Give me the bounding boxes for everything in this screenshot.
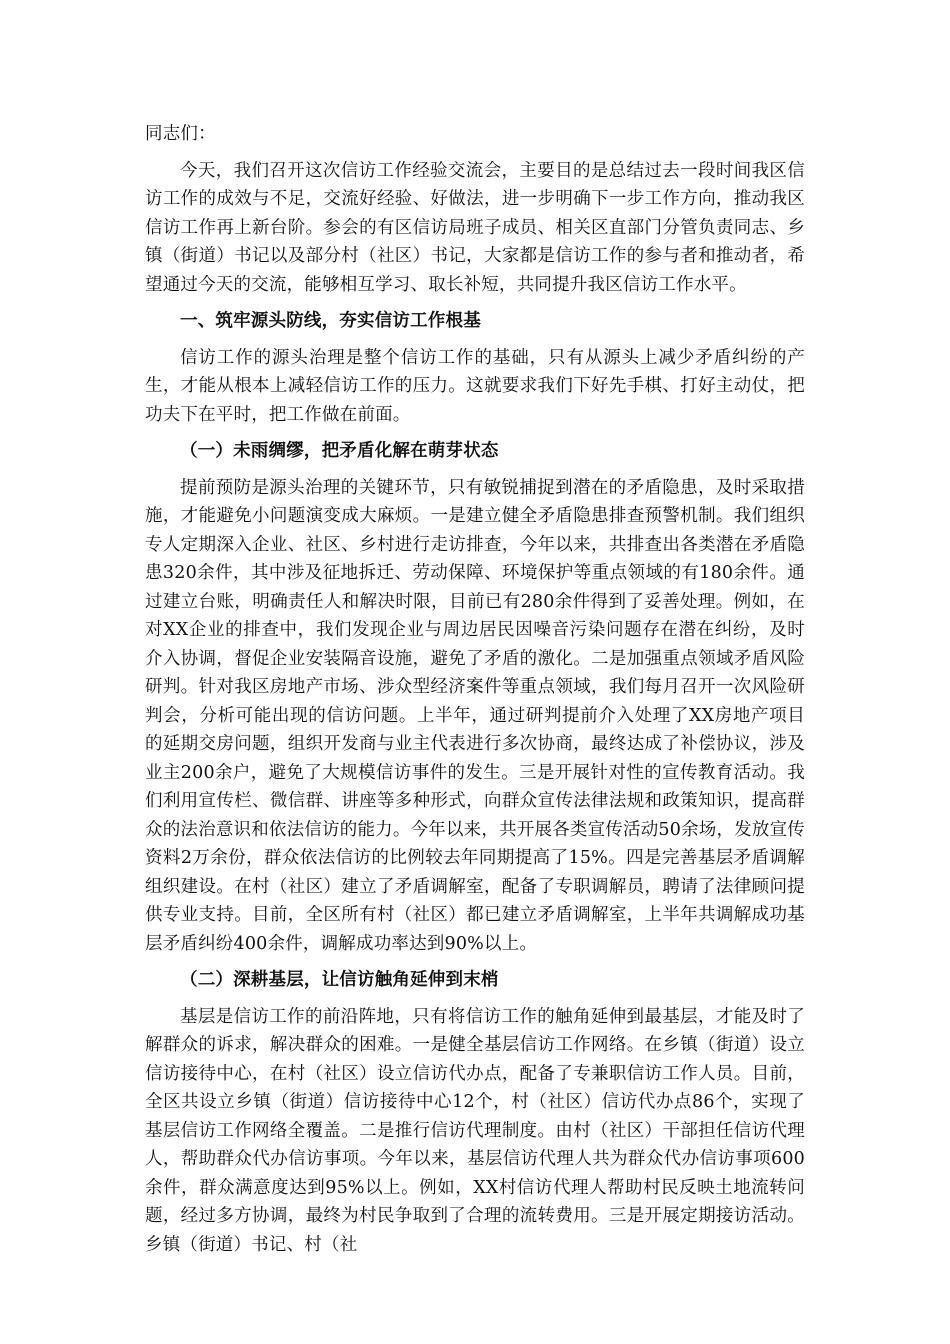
document-page <box>145 120 805 1267</box>
section-1-paragraph: 信访工作的源头治理是整个信访工作的基础，只有从源头上减少矛盾纠纷的产生，才能从根本上减轻信访工作的压力。这就要求我们下好先手棋、打好主动仗，把功夫下在平时，把工作做在前面。 <box>145 347 805 425</box>
subsection-heading-2: （二）深耕基层，让信访触角延伸到末梢 <box>180 970 499 990</box>
section-heading-1: 一、筑牢源头防线，夯实信访工作根基 <box>180 311 481 331</box>
intro-paragraph: 今天，我们召开这次信访工作经验交流会，主要目的是总结过去一段时间我区信访工作的成效与不足，交流好经验、好做法，进一步明确下一步工作方向，推动我区信访工作再上新台阶。参会的有区信访局班子成员、相关区直部门分管负责同志、乡镇（街道）书记以及部分村（社区）书记，大家都是信访工作的参与者和推动者，希望通过今天的交流，能够相互学习、取长补短，共同提升我区信访工作水平。 <box>145 160 805 295</box>
subsection-heading-1: （一）未雨绸缪，把矛盾化解在萌芽状态 <box>180 441 499 461</box>
salutation: 同志们： <box>145 124 216 144</box>
subsection-2-paragraph: 基层是信访工作的前沿阵地，只有将信访工作的触角延伸到最基层，才能及时了解群众的诉求，解决群众的困难。一是健全基层信访工作网络。在乡镇（街道）设立信访接待中心，在村（社区）设立信访代办点，配备了专兼职信访工作人员。目前，全区共设立乡镇（街道）信访接待中心12个，村（社区）信访代办点86个，实现了基层信访工作网络全覆盖。二是推行信访代理制度。由村（社区）干部担任信访代理人，帮助群众代办信访事项。今年以来，基层信访代理人共为群众代办信访事项600余件，群众满意度达到95%以上。例如，XX村信访代理人帮助村民反映土地流转问题，经过多方协调，最终为村民争取到了合理的流转费用。三是开展定期接访活动。乡镇（街道）书记、村（社 <box>145 1006 805 1255</box>
subsection-1-paragraph: 提前预防是源头治理的关键环节，只有敏锐捕捉到潜在的矛盾隐患，及时采取措施，才能避免小问题演变成大麻烦。一是建立健全矛盾隐患排查预警机制。我们组织专人定期深入企业、社区、乡村进行走访排查，今年以来，共排查出各类潜在矛盾隐患320余件，其中涉及征地拆迁、劳动保障、环境保护等重点领域的有180余件。通过建立台账，明确责任人和解决时限，目前已有280余件得到了妥善处理。例如，在对XX企业的排查中，我们发现企业与周边居民因噪音污染问题存在潜在纠纷，及时介入协调，督促企业安装隔音设施，避免了矛盾的激化。二是加强重点领域矛盾风险研判。针对我区房地产市场、涉众型经济案件等重点领域，我们每月召开一次风险研判会，分析可能出现的信访问题。上半年，通过研判提前介入处理了XX房地产项目的延期交房问题，组织开发商与业主代表进行多次协商，最终达成了补偿协议，涉及业主200余户，避免了大规模信访事件的发生。三是开展针对性的宣传教育活动。我们利用宣传栏、微信群、讲座等多种形式，向群众宣传法律法规和政策知识，提高群众的法治意识和依法信访的能力。今年以来，共开展各类宣传活动50余场，发放宣传资料2万余份，群众依法信访的比例较去年同期提高了15%。四是完善基层矛盾调解组织建设。在村（社区）建立了矛盾调解室，配备了专职调解员，聘请了法律顾问提供专业支持。目前，全区所有村（社区）都已建立矛盾调解室，上半年共调解成功基层矛盾纠纷400余件，调解成功率达到90%以上。 <box>145 477 805 954</box>
